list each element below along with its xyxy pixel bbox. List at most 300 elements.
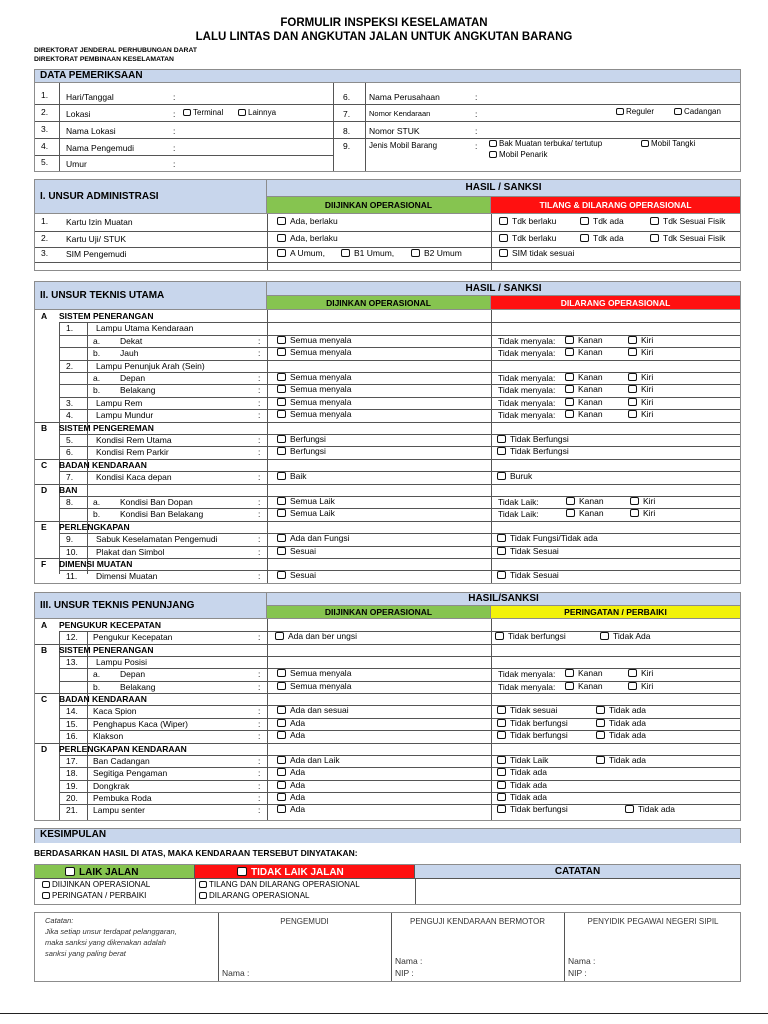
- ada-checkbox[interactable]: [277, 805, 305, 814]
- tidak-menyala-label: Tidak menyala:: [498, 397, 556, 408]
- option-label: LAIK JALAN: [79, 867, 139, 878]
- row-no: 5.: [41, 157, 49, 167]
- option-label: Kiri: [643, 496, 656, 506]
- ada-laik-checkbox[interactable]: [277, 756, 340, 765]
- colon: :: [258, 447, 261, 458]
- colon: :: [258, 373, 261, 383]
- kartu-izin-tdk-berlaku-checkbox[interactable]: [499, 217, 556, 226]
- form-title: FORMULIR INSPEKSI KESELAMATAN: [280, 17, 488, 29]
- option-label: B2 Umum: [424, 248, 462, 258]
- kiri-checkbox[interactable]: [630, 497, 655, 506]
- kartu-izin-tdk-ada-checkbox[interactable]: [580, 217, 624, 226]
- option-label: Kiri: [641, 409, 654, 420]
- item-label: Ban Cadangan: [93, 755, 150, 766]
- item-label: Belakang: [120, 681, 156, 692]
- colon: :: [258, 755, 261, 766]
- option-label: Tidak berfungsi: [510, 804, 568, 815]
- option-label: Buruk: [510, 471, 533, 482]
- option-label: Cadangan: [684, 107, 721, 116]
- option-label: Ada: [290, 730, 306, 741]
- catatan-line: maka sanksi yang dikenakan adalah: [45, 938, 166, 947]
- penguji-nama-label: Nama :: [395, 956, 423, 966]
- ada-fungsi-checkbox[interactable]: [277, 534, 350, 543]
- tidak-menyala-label: Tidak menyala:: [498, 335, 556, 346]
- semua-menyala-checkbox[interactable]: [277, 398, 351, 407]
- colon: :: [173, 159, 176, 169]
- colon: :: [258, 546, 261, 557]
- option-label: Semua menyala: [290, 372, 352, 382]
- option-label: Berfungsi: [290, 446, 326, 457]
- option-label: Tidak Berfungsi: [510, 434, 569, 444]
- page-bottom-rule: [0, 1013, 768, 1014]
- kanan-checkbox[interactable]: [565, 669, 603, 678]
- tidak-sesuai-checkbox[interactable]: [497, 706, 557, 715]
- sesuai-checkbox[interactable]: [277, 571, 316, 580]
- kanan-checkbox[interactable]: [565, 398, 603, 407]
- option-label: DILARANG OPERASIONAL: [209, 891, 310, 900]
- option-label: Kiri: [641, 680, 654, 691]
- label-nama-perusahaan: Nama Perusahaan: [369, 92, 440, 102]
- row-no: 3.: [41, 248, 49, 258]
- item-label: Dimensi Muatan: [96, 571, 158, 582]
- item-label: Kondisi Ban Dopan: [120, 497, 193, 507]
- kartu-uji-tdk-berlaku-checkbox[interactable]: [499, 234, 556, 243]
- berfungsi-checkbox[interactable]: [277, 435, 326, 444]
- row-no: 9.: [343, 141, 351, 151]
- category-letter: F: [41, 559, 47, 569]
- option-label: Sesuai: [290, 570, 316, 581]
- option-label: PERINGATAN / PERBAIKI: [52, 891, 147, 900]
- item-label: Dongkrak: [93, 780, 130, 791]
- option-label: Kiri: [641, 384, 654, 395]
- diijinkan-header: DIIJINKAN OPERASIONAL: [267, 606, 491, 619]
- option-label: Tdk berlaku: [512, 233, 557, 243]
- hasil-header: HASIL / SANKSI: [267, 282, 740, 296]
- directorate-1: DIREKTORAT JENDERAL PERHUBUNGAN DARAT: [34, 47, 198, 54]
- item-label: Segitiga Pengaman: [93, 768, 168, 779]
- option-label: Tidak ada: [510, 779, 548, 790]
- item-label: Plakat dan Simbol: [96, 546, 165, 557]
- ada-checkbox[interactable]: [277, 781, 305, 790]
- category-label: BAN: [59, 484, 78, 495]
- catatan-field[interactable]: [419, 881, 737, 903]
- catatan-line: sanksi yang paling berat: [45, 949, 126, 958]
- option-label: Kanan: [578, 384, 603, 395]
- tidak-ada-checkbox[interactable]: [596, 756, 646, 765]
- colon: :: [258, 792, 261, 803]
- option-label: Ada: [290, 717, 306, 728]
- option-label: Kanan: [578, 680, 603, 691]
- option-label: Tdk Sesuai Fisik: [663, 216, 726, 226]
- kanan-checkbox[interactable]: [565, 348, 603, 357]
- tidak-laik-label: Tidak Laik:: [498, 497, 539, 507]
- category-label: PENGUKUR KECEPATAN: [59, 620, 162, 630]
- colon: :: [173, 109, 176, 119]
- item-label: Kondisi Kaca depan: [96, 472, 172, 483]
- item-letter: a.: [93, 335, 101, 346]
- option-label: Tidak ada: [510, 767, 548, 778]
- sim-b1-umum-checkbox[interactable]: [341, 249, 394, 258]
- option-label: Tidak ada: [609, 705, 647, 716]
- sesuai-checkbox[interactable]: [277, 547, 316, 556]
- option-label: Semua menyala: [290, 396, 352, 407]
- directorate-2: DIREKTORAT PEMBINAAN KESELAMATAN: [34, 56, 174, 63]
- reguler-checkbox[interactable]: [616, 108, 654, 116]
- label-lokasi: Lokasi: [66, 109, 91, 119]
- item-number: 5.: [66, 435, 74, 445]
- item-number: 8.: [66, 497, 74, 507]
- kartu-izin-ok-checkbox[interactable]: [277, 217, 338, 226]
- colon: :: [258, 348, 261, 359]
- pengemudi-nama-label: Nama :: [222, 968, 250, 978]
- label-kartu-izin: Kartu Izin Muatan: [66, 217, 133, 227]
- item-label: Lampu Mundur: [96, 410, 154, 421]
- item-number: 18.: [66, 768, 78, 779]
- sim-b2-umum-checkbox[interactable]: [411, 249, 462, 258]
- option-label: Mobil Tangki: [651, 139, 696, 148]
- dilarang-operasional-checkbox[interactable]: [199, 892, 309, 900]
- section-heading: III. UNSUR TEKNIS PENUNJANG: [40, 600, 195, 611]
- colon: :: [258, 805, 261, 816]
- kartu-uji-ok-checkbox[interactable]: [277, 234, 338, 243]
- item-number: 11.: [66, 571, 78, 582]
- option-label: B1 Umum,: [354, 248, 395, 258]
- semua-laik-checkbox[interactable]: [277, 497, 335, 506]
- penyidik-nip-label: NIP :: [568, 968, 587, 978]
- item-label: Pengukur Kecepatan: [93, 632, 173, 643]
- item-number: 16.: [66, 731, 78, 742]
- category-letter: E: [41, 521, 47, 532]
- kiri-checkbox[interactable]: [628, 348, 653, 357]
- catatan-title: Catatan:: [45, 916, 74, 925]
- option-label: Ada, berlaku: [290, 216, 338, 226]
- item-number: 17.: [66, 755, 78, 766]
- cadangan-checkbox[interactable]: [674, 108, 721, 116]
- label-nomor-kendaraan: Nomor Kendaraan: [369, 109, 431, 118]
- tidak-menyala-label: Tidak menyala:: [498, 410, 556, 421]
- nama-pengemudi-field[interactable]: [185, 140, 330, 154]
- option-label: Kanan: [578, 409, 603, 420]
- item-letter: b.: [93, 348, 101, 359]
- colon: :: [258, 681, 261, 692]
- ada-checkbox[interactable]: [277, 719, 305, 728]
- colon: :: [258, 669, 261, 680]
- option-label: Tidak Fungsi/Tidak ada: [510, 533, 598, 544]
- colon: :: [475, 109, 478, 119]
- penguji-nip-label: NIP :: [395, 968, 414, 978]
- semua-menyala-checkbox[interactable]: [277, 682, 351, 691]
- row-no: 4.: [41, 141, 49, 151]
- item-label: Lampu Rem: [96, 397, 143, 408]
- tilang-dilarang-checkbox[interactable]: [199, 881, 360, 889]
- item-label: Klakson: [93, 731, 124, 742]
- option-label: Tidak Ada: [613, 631, 651, 642]
- item-label: Pembuka Roda: [93, 792, 152, 803]
- kartu-uji-tdk-ada-checkbox[interactable]: [580, 234, 624, 243]
- item-label: Lampu Penunjuk Arah (Sein): [96, 360, 205, 371]
- pengemudi-header: PENGEMUDI: [280, 917, 329, 926]
- option-label: Bak Muatan terbuka/ tertutup: [499, 139, 603, 148]
- ada-berfungsi-checkbox[interactable]: [275, 632, 357, 641]
- lokasi-lainnya-checkbox[interactable]: [238, 109, 276, 117]
- kartu-izin-tdk-sesuai-checkbox[interactable]: [650, 217, 725, 226]
- category-letter: C: [41, 694, 48, 705]
- option-label: A Umum,: [290, 248, 325, 258]
- colon: :: [258, 397, 261, 408]
- option-label: SIM tidak sesuai: [512, 248, 575, 258]
- semua-menyala-checkbox[interactable]: [277, 373, 351, 382]
- item-letter: a.: [93, 669, 101, 680]
- option-label: Ada: [290, 804, 306, 815]
- semua-menyala-checkbox[interactable]: [277, 410, 351, 419]
- kesimpulan-table: [34, 864, 741, 905]
- kiri-checkbox[interactable]: [630, 509, 655, 518]
- option-label: Tidak berfungsi: [510, 717, 568, 728]
- tidak-menyala-label: Tidak menyala:: [498, 373, 556, 383]
- option-label: Kanan: [578, 668, 603, 679]
- option-label: TILANG DAN DILARANG OPERASIONAL: [209, 880, 360, 889]
- option-label: Ada dan Fungsi: [290, 533, 350, 544]
- category-letter: A: [41, 620, 48, 630]
- tidak-laik-checkbox[interactable]: [497, 756, 548, 765]
- ada-checkbox[interactable]: [277, 731, 305, 740]
- option-label: Berfungsi: [290, 434, 326, 444]
- semua-laik-checkbox[interactable]: [277, 509, 335, 518]
- option-label: Ada dan sesuai: [290, 705, 349, 716]
- tidak-ada-checkbox[interactable]: [596, 706, 646, 715]
- option-label: Kanan: [579, 508, 604, 519]
- option-label: DIIJINKAN OPERASIONAL: [52, 880, 151, 889]
- option-label: Kiri: [641, 668, 654, 679]
- tidak-berfungsi-checkbox[interactable]: [497, 805, 568, 814]
- kiri-checkbox[interactable]: [628, 336, 653, 345]
- row-no: 8.: [343, 126, 351, 136]
- dilarang-header: DILARANG OPERASIONAL: [491, 296, 740, 310]
- baik-checkbox[interactable]: [277, 472, 307, 481]
- tidak-menyala-label: Tidak menyala:: [498, 348, 556, 359]
- option-label: Semua menyala: [290, 384, 352, 395]
- tidak-fungsi-checkbox[interactable]: [497, 534, 598, 543]
- item-letter: b.: [93, 385, 101, 396]
- semua-menyala-checkbox[interactable]: [277, 348, 351, 357]
- ada-checkbox[interactable]: [277, 768, 305, 777]
- tidak-laik-label: Tidak Laik:: [498, 509, 539, 520]
- option-label: Reguler: [626, 107, 655, 116]
- option-label: Kanan: [578, 334, 603, 345]
- colon: :: [258, 718, 261, 729]
- colon: :: [258, 509, 261, 520]
- option-label: Semua menyala: [290, 668, 352, 679]
- category-label: DIMENSI MUATAN: [59, 559, 133, 569]
- tilang-header: TILANG & DILARANG OPERASIONAL: [491, 197, 740, 214]
- label-jenis-mobil: Jenis Mobil Barang: [369, 141, 438, 150]
- item-label: Sabuk Keselamatan Pengemudi: [96, 534, 218, 545]
- item-label: Jauh: [120, 348, 139, 359]
- option-label: Tidak ada: [638, 804, 676, 815]
- item-number: 21.: [66, 805, 78, 816]
- sim-a-umum-checkbox[interactable]: [277, 249, 325, 258]
- kiri-checkbox[interactable]: [628, 398, 653, 407]
- option-label: Tidak sesuai: [510, 705, 558, 716]
- peringatan-header: PERINGATAN / PERBAIKI: [491, 606, 740, 619]
- category-label: SISTEM PENERANGAN: [59, 644, 154, 655]
- item-label: Dekat: [120, 335, 143, 346]
- category-letter: D: [41, 743, 48, 754]
- bak-muatan-checkbox[interactable]: [489, 140, 602, 148]
- item-number: 1.: [66, 323, 74, 334]
- option-label: Tdk ada: [593, 216, 624, 226]
- semua-menyala-checkbox[interactable]: [277, 385, 351, 394]
- tidak-ada-checkbox[interactable]: [497, 768, 547, 777]
- option-label: Lainnya: [248, 108, 277, 117]
- item-number: 4.: [66, 410, 74, 421]
- kiri-checkbox[interactable]: [628, 669, 653, 678]
- option-label: Semua Laik: [290, 496, 335, 506]
- colon: :: [475, 92, 478, 102]
- tidak-menyala-label: Tidak menyala:: [498, 385, 556, 396]
- kanan-checkbox[interactable]: [565, 410, 603, 419]
- tidak-berfungsi-checkbox[interactable]: [497, 731, 568, 740]
- option-label: Kanan: [578, 347, 603, 358]
- section-heading: I. UNSUR ADMINISTRASI: [40, 191, 159, 202]
- tidak-ada-checkbox[interactable]: [596, 719, 646, 728]
- peringatan-perbaiki-checkbox[interactable]: [42, 892, 146, 900]
- category-label: SISTEM PENERANGAN: [59, 311, 154, 321]
- row-no: 7.: [343, 109, 351, 119]
- penyidik-nama-label: Nama :: [568, 956, 596, 966]
- tidak-berfungsi-checkbox[interactable]: [497, 447, 569, 456]
- item-number: 6.: [66, 447, 74, 458]
- item-label: Belakang: [120, 385, 156, 396]
- tidak-ada-checkbox[interactable]: [497, 793, 547, 802]
- option-label: Tdk Sesuai Fisik: [663, 233, 726, 243]
- mobil-tangki-checkbox[interactable]: [641, 140, 695, 148]
- laik-jalan-option[interactable]: [35, 865, 195, 879]
- umur-field[interactable]: [185, 157, 330, 171]
- category-letter: B: [41, 422, 48, 433]
- item-number: 19.: [66, 780, 78, 791]
- item-number: 20.: [66, 792, 78, 803]
- kiri-checkbox[interactable]: [628, 410, 653, 419]
- ada-checkbox[interactable]: [277, 793, 305, 802]
- kanan-checkbox[interactable]: [565, 682, 603, 691]
- colon: :: [258, 410, 261, 421]
- colon: :: [258, 731, 261, 742]
- label-kartu-uji: Kartu Uji/ STUK: [66, 234, 126, 244]
- penguji-header: PENGUJI KENDARAAN BERMOTOR: [410, 917, 545, 926]
- tidak-laik-jalan-option[interactable]: [195, 865, 415, 879]
- kanan-checkbox[interactable]: [565, 373, 603, 382]
- kiri-checkbox[interactable]: [628, 682, 653, 691]
- item-letter: b.: [93, 509, 101, 520]
- label-sim: SIM Pengemudi: [66, 249, 127, 259]
- tidak-berfungsi-checkbox[interactable]: [497, 435, 569, 444]
- section-heading: DATA PEMERIKSAAN: [35, 70, 740, 83]
- kanan-checkbox[interactable]: [566, 509, 604, 518]
- mobil-penarik-checkbox[interactable]: [489, 151, 547, 159]
- tidak-berfungsi-checkbox[interactable]: [497, 719, 568, 728]
- tidak-ada-checkbox[interactable]: [596, 731, 646, 740]
- colon: :: [173, 143, 176, 153]
- option-label: Semua menyala: [290, 680, 352, 691]
- option-label: Ada dan Laik: [290, 754, 340, 765]
- penyidik-header: PENYIDIK PEGAWAI NEGERI SIPIL: [587, 917, 719, 926]
- item-label: Depan: [120, 669, 146, 680]
- item-label: Kondisi Rem Parkir: [96, 447, 169, 458]
- item-label: Lampu Utama Kendaraan: [96, 323, 194, 334]
- hari-tanggal-field[interactable]: [185, 89, 330, 103]
- option-label: Mobil Penarik: [499, 150, 548, 159]
- item-number: 13.: [66, 657, 78, 668]
- nama-lokasi-field[interactable]: [185, 123, 330, 137]
- catatan-header: CATATAN: [415, 865, 740, 879]
- berfungsi-checkbox[interactable]: [277, 447, 326, 456]
- item-number: 14.: [66, 706, 78, 717]
- colon: :: [258, 435, 261, 445]
- option-label: Tidak ada: [609, 730, 647, 741]
- form-subtitle: LALU LINTAS DAN ANGKUTAN JALAN UNTUK ANGKUTAN BARANG: [195, 31, 573, 43]
- tidak-ada-checkbox[interactable]: [497, 781, 547, 790]
- buruk-checkbox[interactable]: [497, 472, 532, 481]
- option-label: Kiri: [641, 347, 654, 358]
- diijinkan-operasional-checkbox[interactable]: [42, 881, 150, 889]
- kiri-checkbox[interactable]: [628, 385, 653, 394]
- option-label: Ada dan ber ungsi: [288, 631, 357, 642]
- hasil-header: HASIL/SANKSI: [267, 593, 740, 606]
- tidak-sesuai-checkbox[interactable]: [497, 571, 559, 580]
- option-label: Kanan: [578, 396, 603, 407]
- teknis-penunjang-section: [34, 592, 741, 821]
- hasil-header: HASIL / SANKSI: [267, 180, 740, 197]
- lokasi-terminal-checkbox[interactable]: [183, 109, 223, 117]
- row-no: 2.: [41, 233, 49, 243]
- semua-menyala-checkbox[interactable]: [277, 669, 351, 678]
- tidak-sesuai-checkbox[interactable]: [497, 547, 559, 556]
- option-label: Tdk ada: [593, 233, 624, 243]
- kiri-checkbox[interactable]: [628, 373, 653, 382]
- kanan-checkbox[interactable]: [565, 385, 603, 394]
- tidak-ada-checkbox[interactable]: [625, 805, 675, 814]
- label-umur: Umur: [66, 159, 87, 169]
- kanan-checkbox[interactable]: [565, 336, 603, 345]
- tidak-ada-checkbox[interactable]: [600, 632, 651, 641]
- semua-menyala-checkbox[interactable]: [277, 336, 351, 345]
- colon: :: [258, 780, 261, 791]
- category-letter: C: [41, 459, 48, 470]
- option-label: Tidak Sesuai: [510, 570, 559, 581]
- option-label: Semua menyala: [290, 347, 352, 358]
- kanan-checkbox[interactable]: [566, 497, 604, 506]
- label-nama-lokasi: Nama Lokasi: [66, 126, 116, 136]
- item-letter: a.: [93, 373, 101, 383]
- kartu-uji-tdk-sesuai-checkbox[interactable]: [650, 234, 725, 243]
- row-no: 1.: [41, 216, 49, 226]
- option-label: Ada, berlaku: [290, 233, 338, 243]
- option-label: Tidak ada: [510, 791, 548, 802]
- sim-tidak-sesuai-checkbox[interactable]: [499, 249, 574, 258]
- data-pemeriksaan-section: [34, 69, 741, 172]
- item-label: Kondisi Rem Utama: [96, 435, 172, 445]
- ada-sesuai-checkbox[interactable]: [277, 706, 349, 715]
- option-label: Tdk berlaku: [512, 216, 557, 226]
- option-label: Tidak Sesuai: [510, 545, 559, 556]
- signature-table: [34, 912, 741, 982]
- item-number: 15.: [66, 718, 78, 729]
- tidak-berfungsi-checkbox[interactable]: [495, 632, 566, 641]
- kesimpulan-statement: BERDASARKAN HASIL DI ATAS, MAKA KENDARAAN TERSEBUT DINYATAKAN:: [34, 848, 358, 858]
- option-label: Kanan: [578, 372, 603, 382]
- option-label: Sesuai: [290, 545, 316, 556]
